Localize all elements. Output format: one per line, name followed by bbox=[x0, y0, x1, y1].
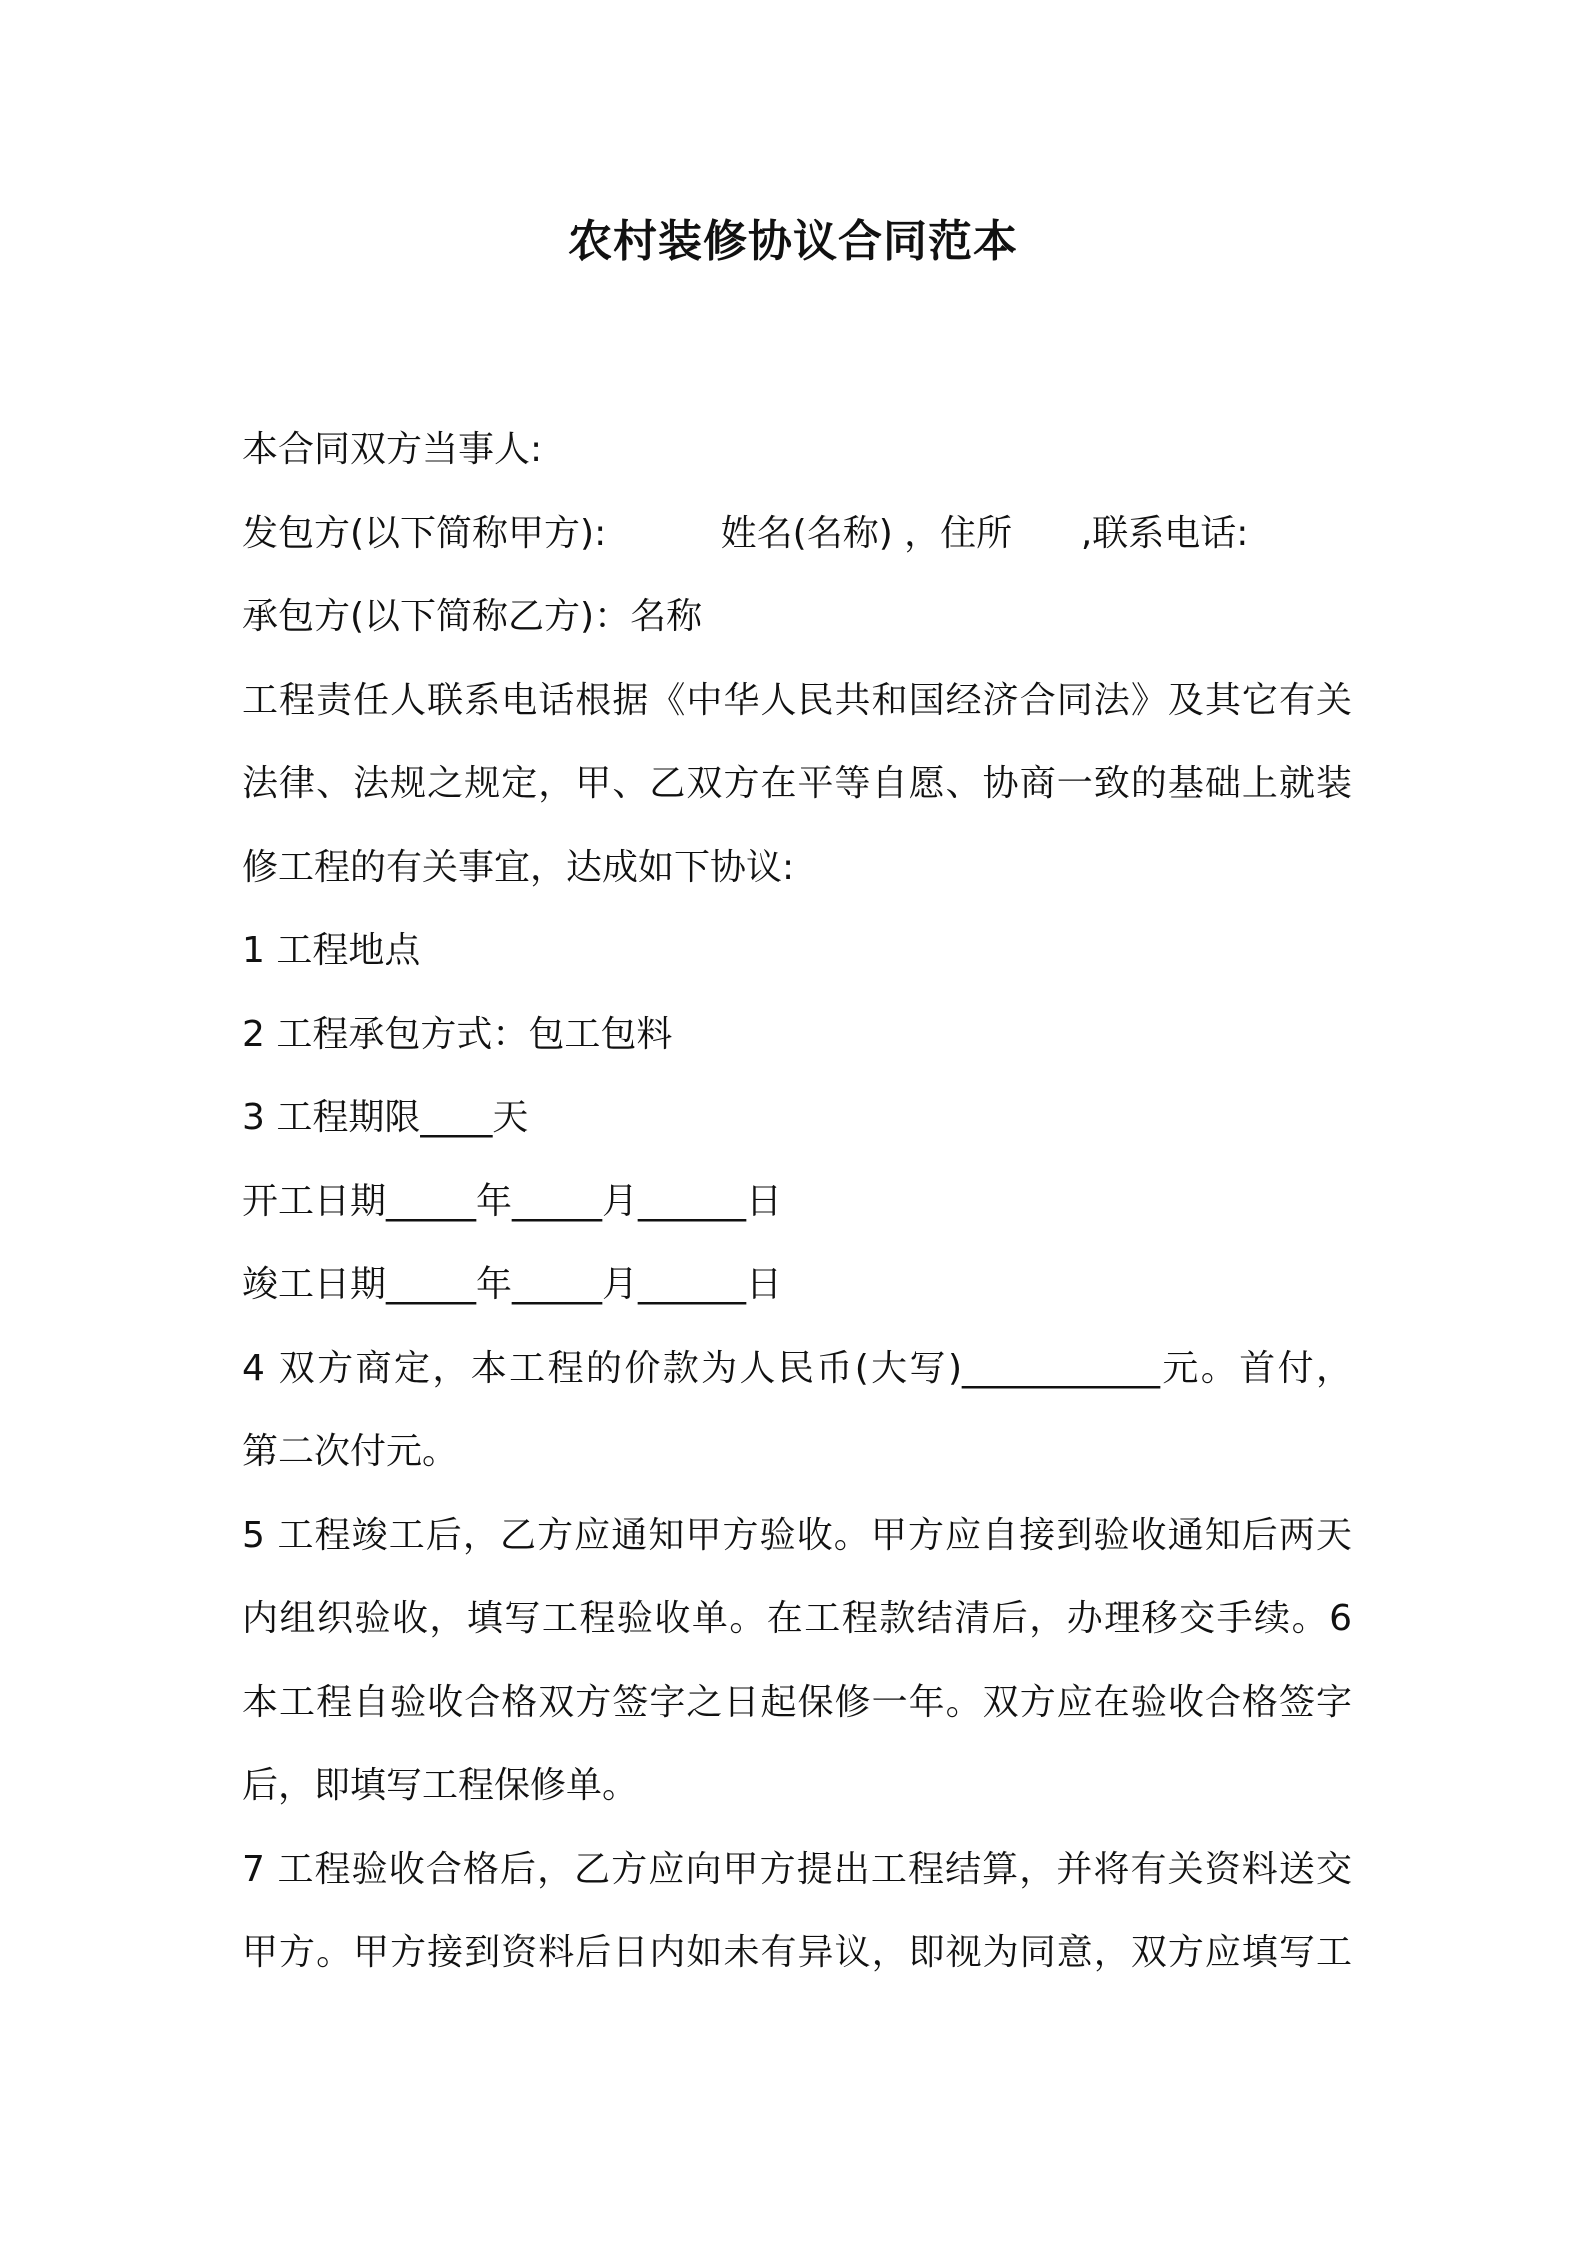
clause-5-acceptance: 5 工程竣工后，乙方应通知甲方验收。甲方应自接到验收通知后两天 bbox=[242, 1514, 1352, 1556]
completion-date-line: 竣工日期_____年_____月______日 bbox=[242, 1264, 783, 1305]
paragraph-line: 法律、法规之规定，甲、乙双方在平等自愿、协商一致的基础上就装 bbox=[242, 763, 1352, 804]
start-date-line: 开工日期_____年_____月______日 bbox=[242, 1180, 783, 1222]
party-a-line: 发包方(以下简称甲方): 姓名(名称) ，住所 ,联系电话: bbox=[242, 512, 1249, 554]
clause-4-price: 4 双方商定，本工程的价款为人民币(大写)___________元。首付， bbox=[242, 1347, 1352, 1389]
clause-2-method: 2 工程承包方式：包工包料 bbox=[242, 1013, 673, 1055]
document-title: 农村装修协议合同范本 bbox=[568, 216, 1018, 267]
clause-1-location: 1 工程地点 bbox=[242, 930, 421, 971]
clause-7-settlement: 7 工程验收合格后，乙方应向甲方提出工程结算，并将有关资料送交 bbox=[242, 1848, 1352, 1890]
clause-3-period: 3 工程期限____天 bbox=[242, 1097, 529, 1138]
paragraph-line: 后，即填写工程保修单。 bbox=[242, 1765, 639, 1806]
paragraph-line: 内组织验收，填写工程验收单。在工程款结清后，办理移交手续。6 bbox=[242, 1598, 1352, 1639]
paragraph-line: 修工程的有关事宜，达成如下协议: bbox=[242, 846, 795, 888]
party-b-line: 承包方(以下简称乙方)：名称 bbox=[242, 596, 703, 637]
clause-6-warranty: 本工程自验收合格双方签字之日起保修一年。双方应在验收合格签字 bbox=[242, 1681, 1352, 1723]
paragraph-line: 甲方。甲方接到资料后日内如未有异议，即视为同意，双方应填写工 bbox=[242, 1932, 1352, 1973]
paragraph-line: 工程责任人联系电话根据《中华人民共和国经济合同法》及其它有关 bbox=[242, 679, 1352, 721]
document-body bbox=[242, 408, 1352, 1995]
paragraph-line: 第二次付元。 bbox=[242, 1431, 459, 1472]
parties-heading: 本合同双方当事人: bbox=[242, 429, 543, 470]
